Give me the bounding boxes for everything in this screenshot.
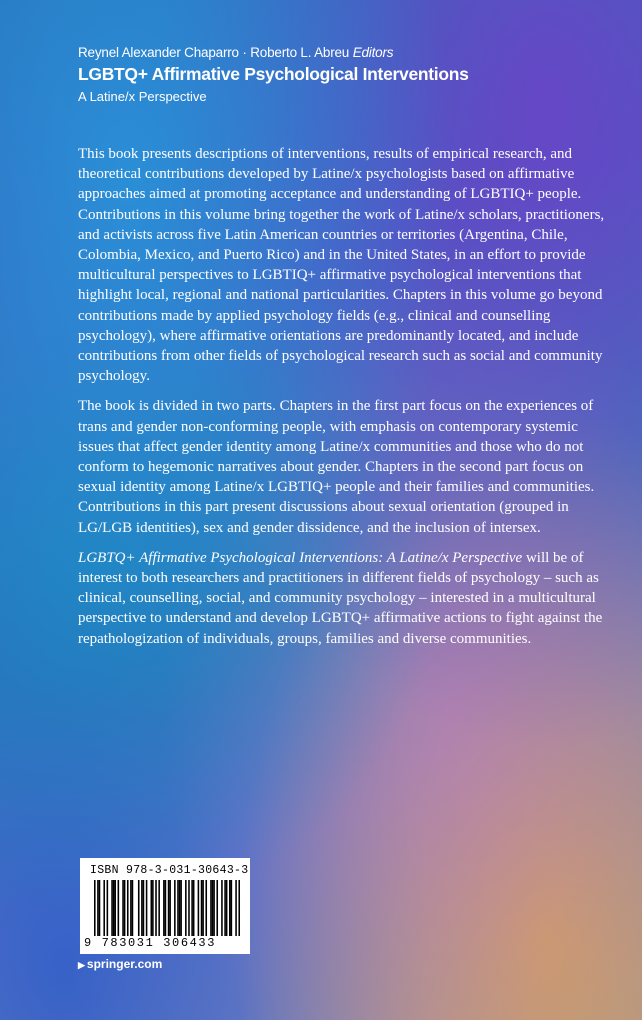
barcode-bar <box>97 880 99 936</box>
barcode-bar <box>152 880 154 936</box>
editors-line <box>78 45 469 60</box>
blurb-paragraph-1: This book presents descriptions of interventions, results of empirical research, and theoretical contributions developed by Latine/x psychologists based on affirmative approaches aimed at promoting acceptance and understanding of LGBTIQ+ people. Contributions in this volume bring together the work of Latine/x scholars, practitioners, and activists across five Latin American countries or territories (Argentina, Chile, Colombia, Mexico, and Puerto Rico) and in the United States, in an effort to provide multicultural perspectives to LGBTIQ+ affirmative psychological interventions that highlight local, regional and national particularities. Chapters in this volume go beyond contributions made by applied psychology fields (e.g., clinical and counselling psychology), where affirmative orientations are predominantly located, and include contributions from other fields of psychological research such as social and community psychology. <box>78 146 605 385</box>
barcode-bar <box>231 880 233 936</box>
barcode-digits: 9 783031 306433 <box>84 936 217 950</box>
editors-names: Reynel Alexander Chaparro · Roberto L. Abreu <box>78 45 350 60</box>
barcode-bar <box>216 880 218 936</box>
publisher-url: springer.com <box>86 957 163 971</box>
barcode-bar <box>226 880 228 936</box>
barcode-bar <box>130 880 132 936</box>
barcode-bar <box>113 880 115 936</box>
barcode-bar <box>212 880 214 936</box>
barcode-bar <box>114 880 116 936</box>
barcode-bar <box>229 880 231 936</box>
editors-role: Editors <box>352 45 394 60</box>
barcode-bar <box>165 880 167 936</box>
barcode-bar <box>210 880 212 936</box>
barcode-bar <box>238 880 240 936</box>
barcode-bar <box>180 880 182 936</box>
barcode-bar <box>158 880 160 936</box>
barcode-bar <box>107 880 109 936</box>
blurb-paragraph-3 <box>78 548 614 649</box>
barcode-bar <box>103 880 105 936</box>
barcode-bar <box>163 880 165 936</box>
barcode-bar <box>191 880 193 936</box>
barcode-bar <box>155 880 157 936</box>
barcode-bar <box>143 880 145 936</box>
publisher-link[interactable] <box>78 957 162 971</box>
blurb-paragraph-2: The book is divided in two parts. Chapters in the first part focus on the experiences of trans and gender non-conforming people, with emphasis on contemporary systemic issues that affect gender identity among Latine/x communities and those who do not conform to hegemonic narratives about gender. Chapters in the second part focus on sexual identity among Latine/x LGBTIQ+ people and their families and communities. Contributions in this part present discussions about sexual orientation (grouped in LG/LGB identities), sex and gender dissidence, and the inclusion of intersex. <box>78 398 595 536</box>
barcode-bar <box>213 880 215 936</box>
blurb-paragraph-3-text: will be of interest to both researchers and practitioners in different fields of psychology – such as clinical, counselling, social, and community psychology – interested in a multicultural perspective to understand and develop LGBTQ+ affirmative actions to fight against the repathologization of individuals, groups, families and diverse communities. <box>78 549 603 647</box>
barcode-bar <box>188 880 190 936</box>
barcode-bar <box>185 880 187 936</box>
barcode-bars <box>94 880 240 936</box>
triangle-arrow-icon: ▶ <box>78 960 85 970</box>
barcode-bar <box>221 880 223 936</box>
barcode-bar <box>99 880 101 936</box>
barcode-bar <box>111 880 113 936</box>
barcode-bar <box>201 880 203 936</box>
barcode-bar <box>124 880 126 936</box>
barcode-bar <box>122 880 124 936</box>
cover-header <box>78 45 469 104</box>
barcode-bar <box>198 880 200 936</box>
book-subtitle: A Latine/x Perspective <box>78 89 207 104</box>
barcode-bar <box>132 880 134 936</box>
barcode-bar <box>224 880 226 936</box>
barcode-bar <box>179 880 181 936</box>
barcode-bar <box>235 880 237 936</box>
barcode-bar <box>202 880 204 936</box>
isbn-barcode <box>80 858 250 954</box>
barcode-bar <box>146 880 148 936</box>
barcode-bar <box>168 880 170 936</box>
barcode-bar <box>118 880 120 936</box>
isbn-label: ISBN 978-3-031-30643-3 <box>90 864 249 877</box>
barcode-bar <box>151 880 153 936</box>
book-title-italic: LGBTQ+ Affirmative Psychological Interventions: A Latine/x Perspective <box>78 549 523 566</box>
blurb <box>78 144 614 659</box>
barcode-bar <box>141 880 143 936</box>
barcode-bar <box>205 880 207 936</box>
barcode-bar <box>127 880 129 936</box>
book-title: LGBTQ+ Affirmative Psychological Interventions <box>78 64 469 84</box>
barcode-bar <box>169 880 171 936</box>
barcode-bar <box>193 880 195 936</box>
barcode-bar <box>174 880 176 936</box>
barcode-bar <box>94 880 96 936</box>
barcode-bar <box>177 880 179 936</box>
barcode-bar <box>138 880 140 936</box>
